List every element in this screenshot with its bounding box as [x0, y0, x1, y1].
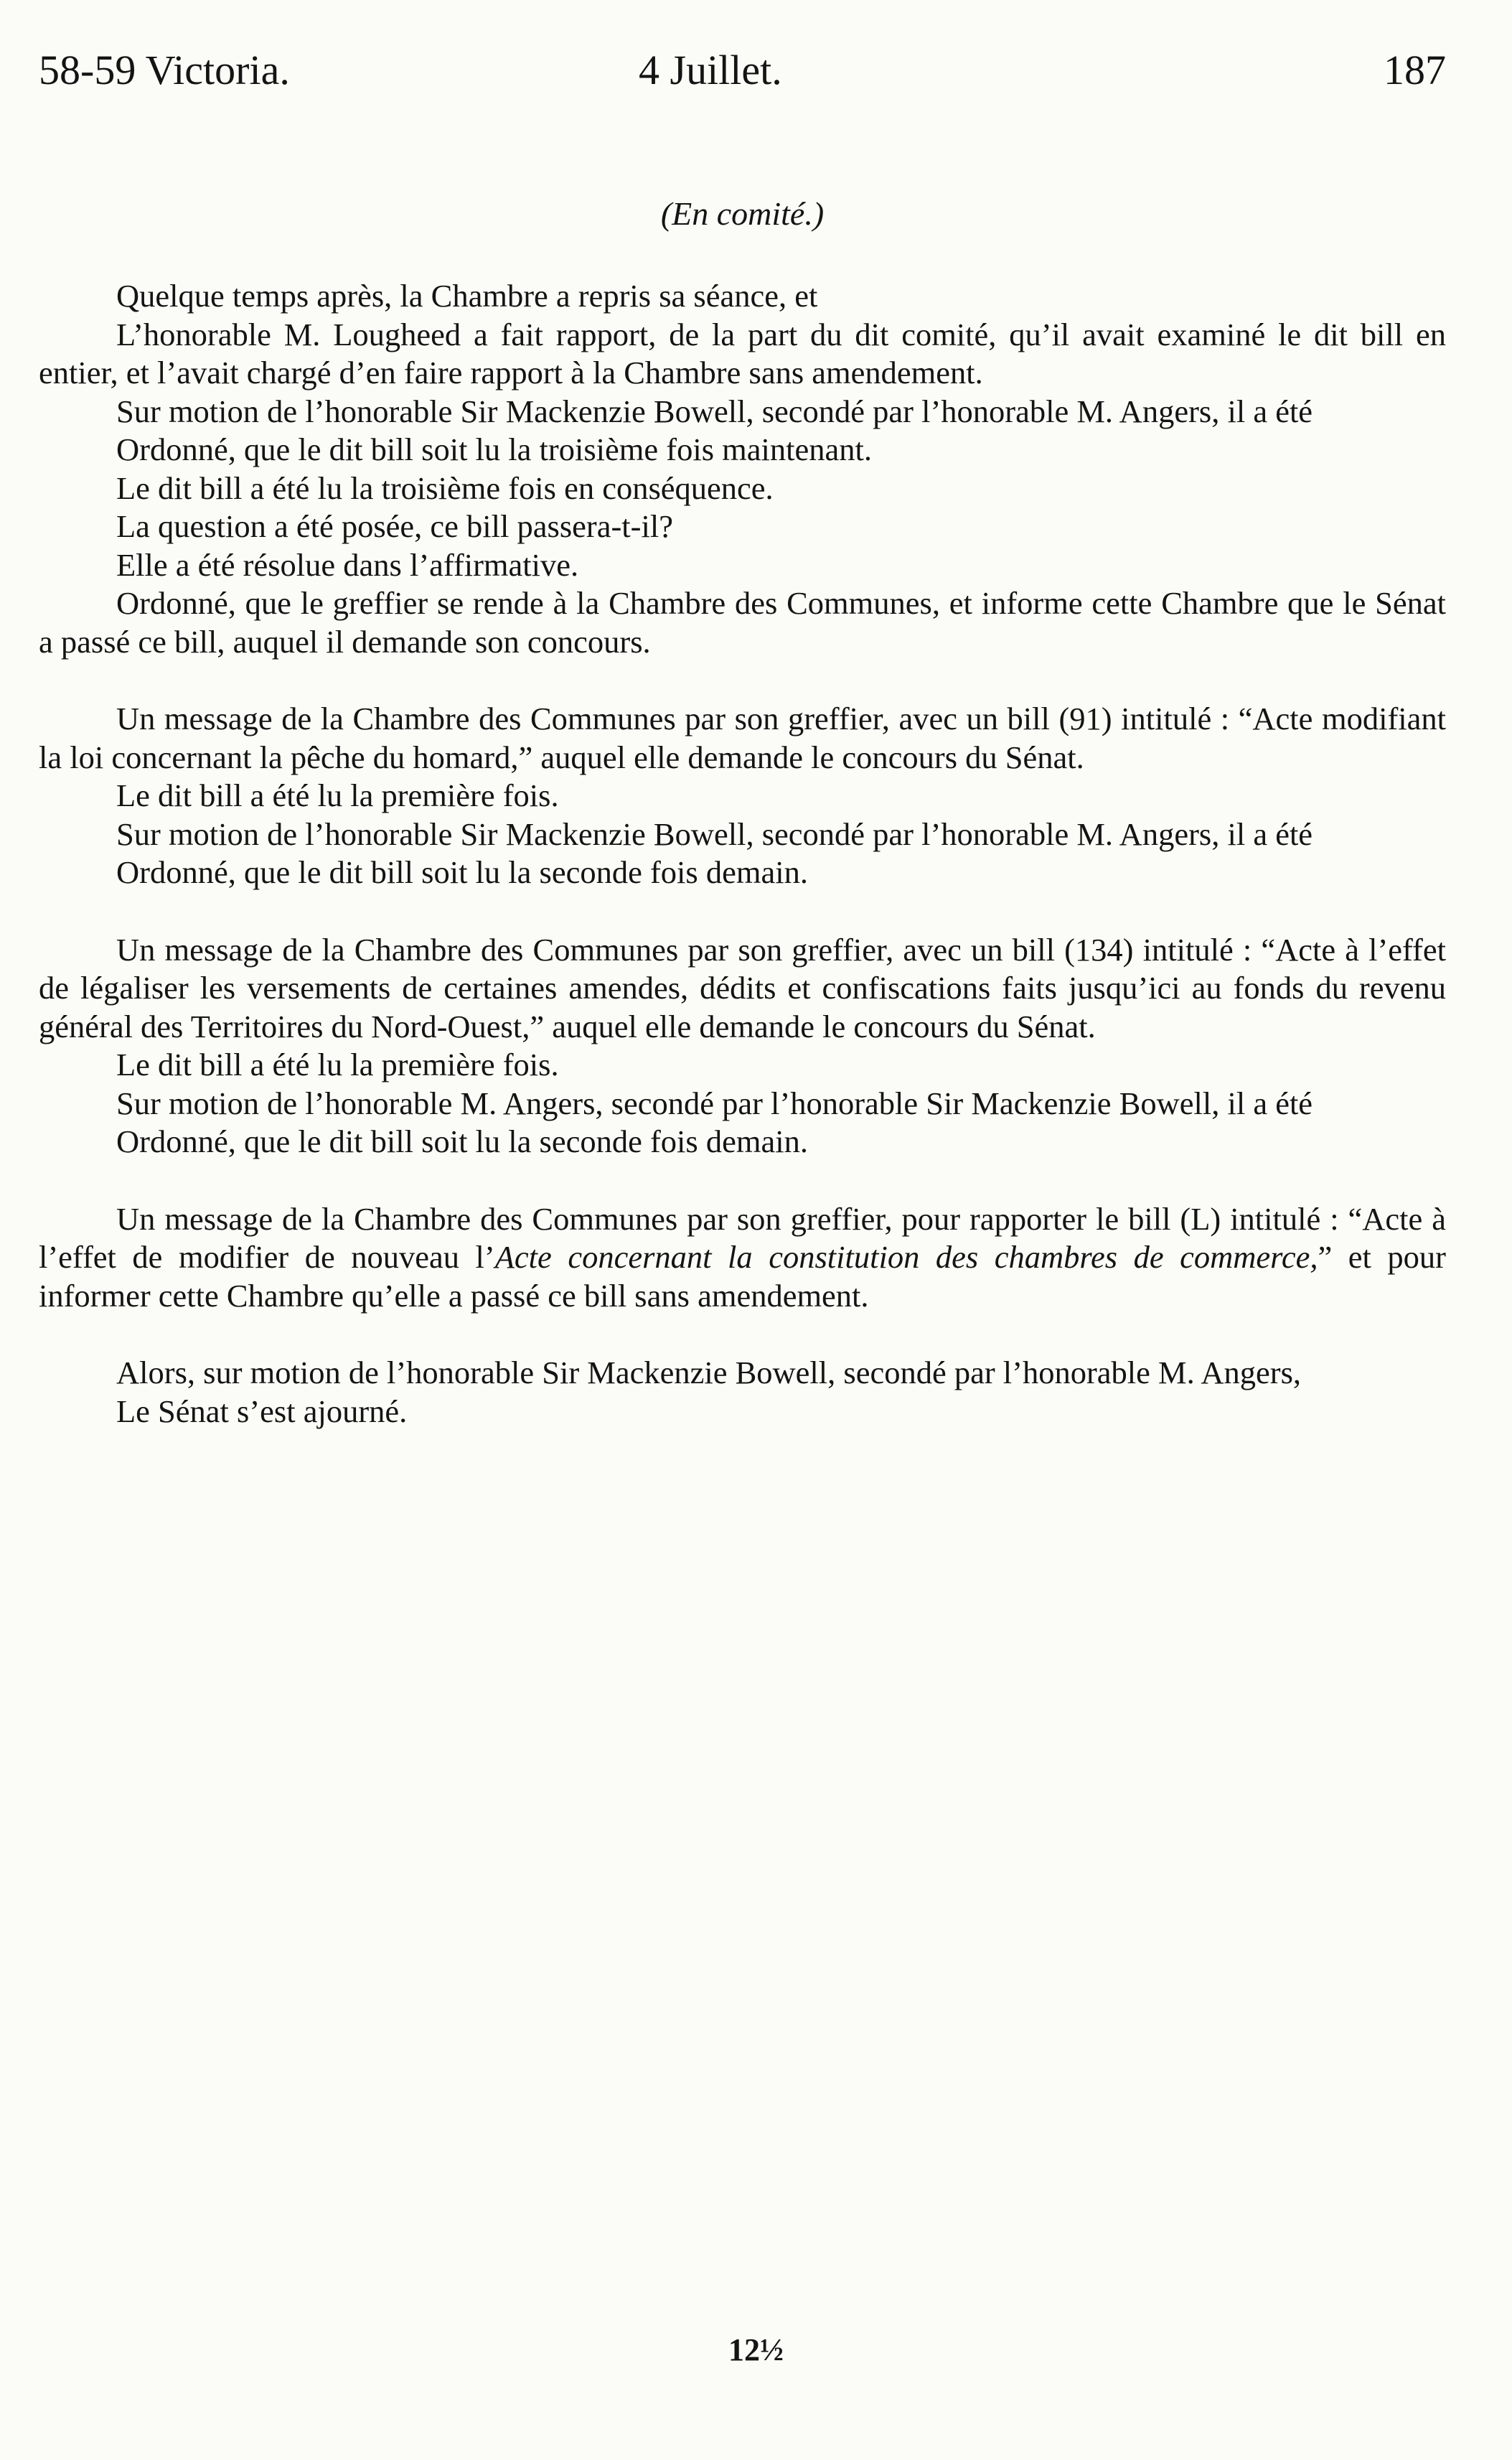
section-bill-91 — [39, 700, 1446, 892]
paragraph: Sur motion de l’honorable Sir Mackenzie Bowell, secondé par l’honorable M. Angers, il a été — [116, 393, 1313, 429]
paragraph: Le dit bill a été lu la première fois. — [116, 777, 559, 813]
section-bill-134 — [39, 931, 1446, 1161]
page-number: 187 — [1384, 47, 1446, 93]
paragraph: Ordonné, que le greffier se rende à la Chambre des Communes, et informe cette Chambre que le Sénat a passé ce bill, auquel il demande son concours. — [39, 585, 1446, 660]
paragraph: Ordonné, que le dit bill soit lu la seconde fois demain. — [116, 854, 808, 890]
paragraph-text: ” et pour informer cette Chambre qu’elle a passé ce bill sans amendement. — [39, 1239, 1446, 1314]
committee-subheading: (En comité.) — [660, 195, 825, 232]
section-committee-report — [39, 277, 1446, 661]
paragraph: Un message de la Chambre des Communes par son greffier, avec un bill (134) intitulé : “Acte à l’effet de légaliser les versements de certaines amendes, dédits et confiscations faits jusqu’ici au fonds du revenu général des Territoires du Nord-Ouest,” auquel elle demande le concours du Sénat. — [39, 931, 1446, 1044]
section-bill-L — [39, 1200, 1446, 1316]
paragraph: Un message de la Chambre des Communes par son greffier, avec un bill (91) intitulé : “Acte modifiant la loi concernant la pêche du homard,” auquel elle demande le concours du Sénat. — [39, 701, 1446, 775]
paragraph: Sur motion de l’honorable M. Angers, secondé par l’honorable Sir Mackenzie Bowell, il a été — [116, 1085, 1313, 1121]
section-adjournment — [39, 1354, 1446, 1431]
date-label: 4 Juillet. — [639, 47, 782, 93]
signature-mark: 12½ — [728, 2332, 784, 2367]
paragraph: Le Sénat s’est ajourné. — [116, 1393, 408, 1429]
running-head — [39, 42, 1446, 99]
paragraph: Quelque temps après, la Chambre a repris sa séance, et — [116, 278, 818, 314]
paragraph: Alors, sur motion de l’honorable Sir Mackenzie Bowell, secondé par l’honorable M. Angers, — [116, 1355, 1302, 1390]
paragraph: Sur motion de l’honorable Sir Mackenzie Bowell, secondé par l’honorable M. Angers, il a été — [116, 815, 1313, 852]
paragraph: La question a été posée, ce bill passera-t-il? — [116, 508, 673, 544]
paragraph: Ordonné, que le dit bill soit lu la seconde fois demain. — [116, 1123, 808, 1159]
paragraph: Le dit bill a été lu la troisième fois en conséquence. — [116, 469, 774, 506]
paragraph-text: Un message de la Chambre des Communes par son greffier, pour rapporter le bill (L) intitulé : “Acte à l’effet de modifier de nouveau l’ — [39, 1200, 1446, 1275]
paragraph: Le dit bill a été lu la première fois. — [116, 1047, 559, 1082]
paragraph: Elle a été résolue dans l’affirmative. — [116, 546, 579, 583]
paragraph — [39, 1200, 1446, 1316]
act-title: Acte concernant la constitution des chambres de commerce, — [494, 1239, 1318, 1275]
paragraph: L’honorable M. Lougheed a fait rapport, de la part du dit comité, qu’il avait examiné le dit bill en entier, et l’avait chargé d’en faire rapport à la Chambre sans amendement. — [39, 316, 1446, 390]
session-label: 58-59 Victoria. — [39, 47, 290, 93]
paragraph: Ordonné, que le dit bill soit lu la troisième fois maintenant. — [116, 431, 872, 467]
